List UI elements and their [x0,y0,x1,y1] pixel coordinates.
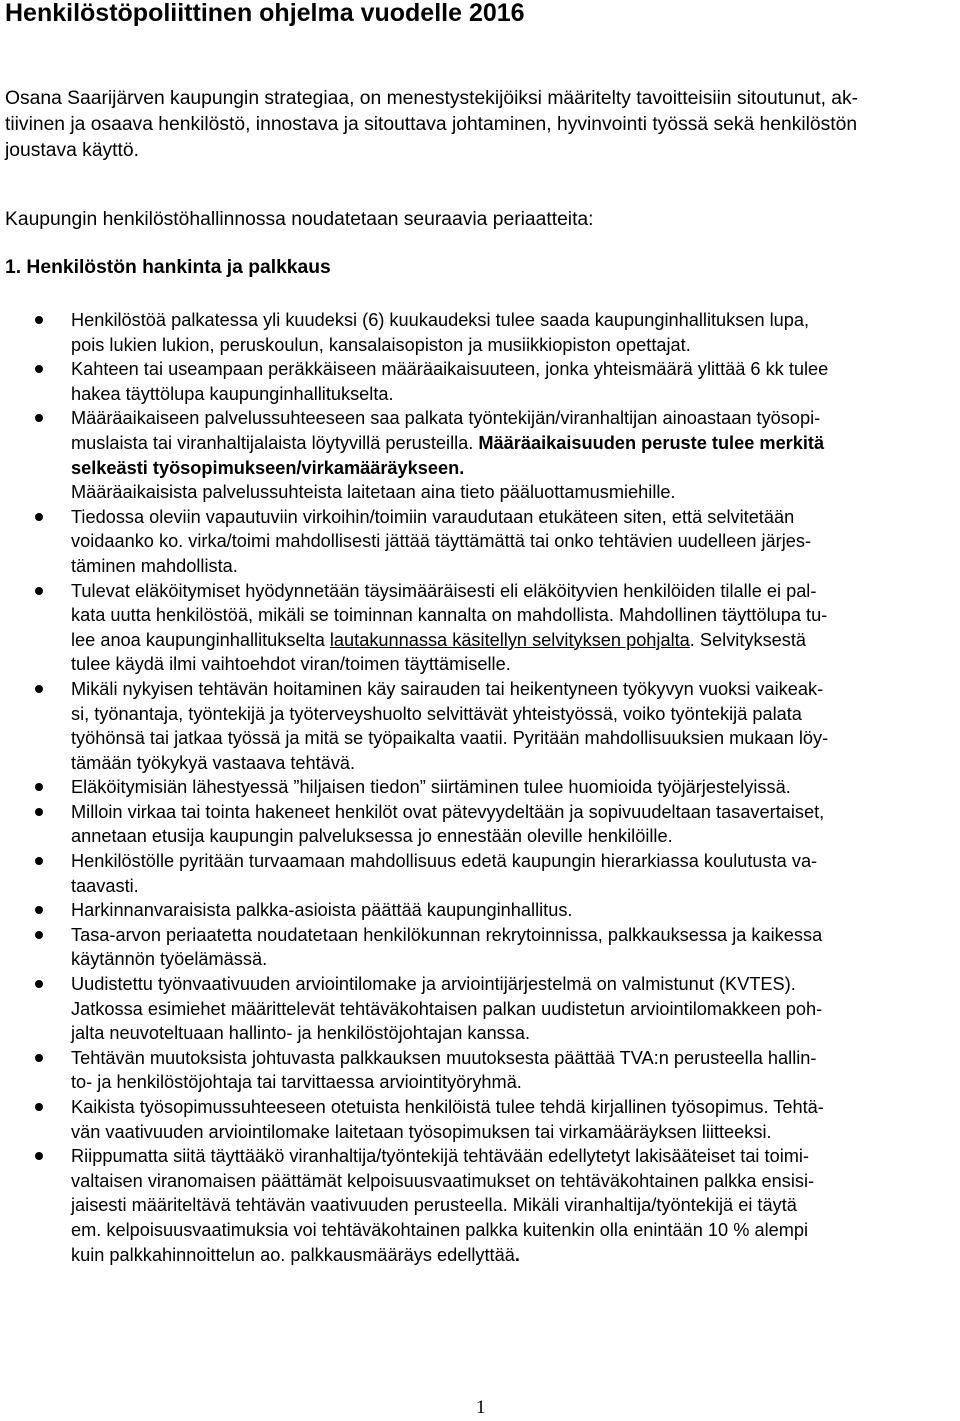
bullet-line: Harkinnanvaraisista palkka-asioista päättää kaupunginhallitus. [71,900,573,921]
bullet-icon [35,365,43,373]
bullet-icon [35,414,43,422]
bullet-line [71,1243,952,1268]
bullet-item [0,308,960,357]
bullet-line: hakea täyttölupa kaupunginhallitukselta. [71,383,394,404]
bullet-line: Jatkossa esimiehet määrittelevät tehtäväkohtaisen palkan uudistetun arviointilomakkeen poh- [71,998,823,1019]
bold-emphasis: Määräaikaisuuden peruste tulee merkitä [478,432,825,453]
bullet-line: Määräaikaisista palvelussuhteista laitetaan aina tieto pääluottamusmiehille. [71,482,676,503]
bullet-line: Henkilöstölle pyritään turvaamaan mahdollisuus edetä kaupungin hierarkiassa koulutusta va- [71,851,818,872]
bullet-item [0,1095,960,1144]
intro-line: tiivinen ja osaava henkilöstö, innostava ja sitouttava johtaminen, hyvinvointi työssä sekä henkilöstön [5,114,858,135]
bullet-text: kuin palkkahinnoittelun ao. palkkausmääräys edellyttää [71,1244,515,1265]
bullet-line: Tiedossa oleviin vapautuviin virkoihin/toimiin varaudutaan etukäteen siten, että selvitetään [71,506,795,527]
bullet-list [0,308,960,1267]
bullet-line [71,628,952,653]
bullet-item [0,898,960,923]
bullet-line: voidaanko ko. virka/toimi mahdollisesti jättää täyttämättä tai onko tehtävien uudelleen järjes- [71,531,812,552]
bullet-line: valtaisen viranomaisen päättämät kelpoisuusvaatimukset on tehtäväkohtainen palkka ensisi- [71,1170,815,1191]
bullet-item [0,972,960,1046]
bullet-line: Tehtävän muutoksista johtuvasta palkkauksen muutoksesta päättää TVA:n perusteella hallin- [71,1047,817,1068]
bullet-line: Tasa-arvon periaatetta noudatetaan henkilökunnan rekrytoinnissa, palkkauksessa ja kaikessa [71,924,823,945]
bullet-icon [35,587,43,595]
bullet-line: jaisesti määriteltävä tehtävän vaativuuden perusteella. Mikäli viranhaltija/työntekijä ei täytä [71,1195,797,1216]
bullet-line: Määräaikaiseen palvelussuhteeseen saa palkata työntekijän/viranhaltijan ainoastaan työsopi- [71,408,821,429]
principles-intro: Kaupungin henkilöstöhallinnossa noudatetaan seuraavia periaatteita: [5,209,594,230]
bullet-item [0,849,960,898]
bullet-line: to- ja henkilöstöjohtaja tai tarvittaessa arviointityöryhmä. [71,1072,522,1093]
bullet-line: kata uutta henkilöstöä, mikäli se toiminnan kannalta on mahdollista. Mahdollinen täyttölupa tu- [71,605,828,626]
bullet-text: . Selvityksestä [689,629,807,650]
bullet-item [0,775,960,800]
bullet-line: työhönsä tai jatkaa työssä ja mitä se työpaikalta vaatii. Pyritään mahdollisuuksien mukaan löy- [71,728,829,749]
bullet-line: Riippumatta siitä täyttääkö viranhaltija/työntekijä tehtävään edellytetyt lakisääteiset tai toimi- [71,1146,809,1167]
bullet-icon [35,980,43,988]
bullet-icon [35,783,43,791]
bullet-icon [35,685,43,693]
bullet-icon [35,931,43,939]
bullet-line: Kahteen tai useampaan peräkkäiseen määräaikaisuuteen, jonka yhteismäärä ylittää 6 kk tulee [71,359,829,380]
bullet-line: täminen mahdollista. [71,555,238,576]
bullet-item [0,357,960,406]
bullet-item [0,579,960,677]
bullet-line: taavasti. [71,875,139,896]
bullet-line: annetaan etusija kaupungin palveluksessa jo ennestään oleville henkilöille. [71,826,673,847]
bullet-line: Uudistettu työnvaativuuden arviointilomake ja arviointijärjestelmä on valmistunut (KVTES). [71,974,796,995]
bullet-icon [35,316,43,324]
page-number: 1 [476,1397,486,1418]
bullet-item [0,1046,960,1095]
bullet-icon [35,808,43,816]
bullet-item [0,1144,960,1267]
bold-emphasis: selkeästi työsopimukseen/virkamääräykseen. [71,457,465,478]
bullet-text: muslaista tai viranhaltijalaista löytyvillä perusteilla. [71,432,474,453]
bullet-line: vän vaativuuden arviointilomake laitetaan työsopimuksen tai virkamääräyksen liitteeksi. [71,1121,772,1142]
bullet-line: pois lukien lukion, peruskoulun, kansalaisopiston ja musiikkiopiston opettajat. [71,334,691,355]
underlined-text: lautakunnassa käsitellyn selvityksen pohjalta [329,629,690,650]
bullet-line: jalta neuvoteltuaan hallinto- ja henkilöstöjohtajan kanssa. [71,1023,531,1044]
intro-line: joustava käyttö. [5,140,139,161]
bullet-line: Eläköitymisiän lähestyessä ”hiljaisen tiedon” siirtäminen tulee huomioida työjärjestelyissä. [71,777,791,798]
bullet-icon [35,1054,43,1062]
bullet-line: em. kelpoisuusvaatimuksia voi tehtäväkohtainen palkka kuitenkin olla enintään 10 % alempi [71,1219,809,1240]
bullet-item [0,505,960,579]
bullet-icon [35,857,43,865]
bullet-icon [35,1152,43,1160]
bullet-line: Tulevat eläköitymiset hyödynnetään täysimääräisesti eli eläköityvien henkilöiden tilalle ei pal- [71,580,817,601]
page-title: Henkilöstöpoliittinen ohjelma vuodelle 2016 [5,0,525,27]
bullet-item [0,406,960,504]
bullet-line: Henkilöstöä palkatessa yli kuudeksi (6) kuukaudeksi tulee saada kaupunginhallituksen lupa, [71,310,810,330]
bullet-icon [35,513,43,521]
bullet-text: lee anoa kaupunginhallitukselta [71,629,325,650]
bullet-line: Mikäli nykyisen tehtävän hoitaminen käy sairauden tai heikentyneen työkyvyn vuoksi vaikeak- [71,678,824,699]
bullet-item [0,800,960,849]
bullet-line: Milloin virkaa tai tointa hakeneet henkilöt ovat pätevyydeltään ja sopivuudeltaan tasavertaiset, [71,801,825,822]
bullet-item [0,677,960,775]
bullet-line [71,431,952,456]
bullet-line: tämään työkykyä vastaava tehtävä. [71,752,356,773]
bullet-line: si, työnantaja, työntekijä ja työterveyshuolto selvittävät yhteistyössä, voiko työntekijä palata [71,703,802,724]
bullet-icon [35,906,43,914]
section-heading: 1. Henkilöstön hankinta ja palkkaus [5,257,331,278]
bullet-icon [35,1103,43,1111]
bullet-line: tulee käydä ilmi vaihtoehdot viran/toimen täyttämiselle. [71,654,511,675]
bullet-line: käytännön työelämässä. [71,949,268,970]
bullet-line: Kaikista työsopimussuhteeseen otetuista henkilöistä tulee tehdä kirjallinen työsopimus. Tehtä- [71,1097,824,1117]
bullet-item [0,923,960,972]
bold-period: . [514,1244,520,1265]
intro-paragraph [5,86,950,164]
intro-line: Osana Saarijärven kaupungin strategiaa, on menestystekijöiksi määritelty tavoitteisiin sitoutunut, ak- [5,88,859,109]
